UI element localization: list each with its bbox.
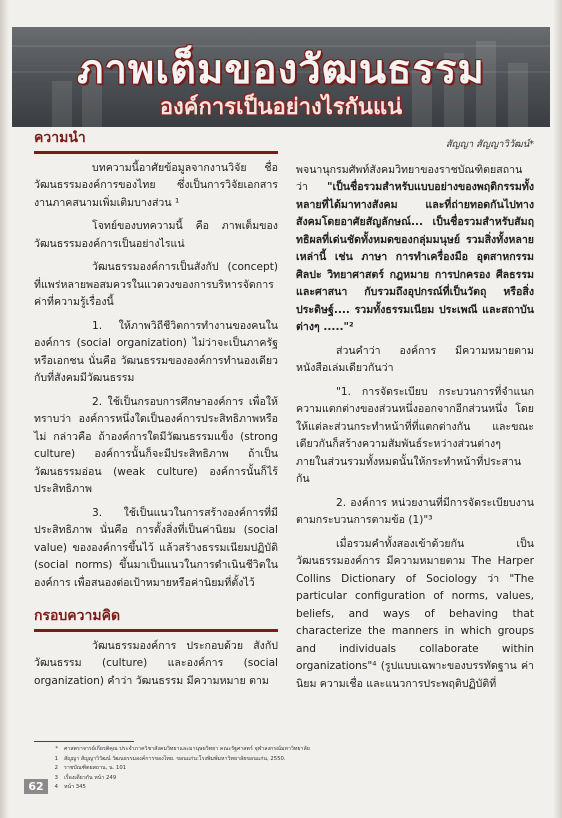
paragraph-text: พจนานุกรมศัพท์สังคมวิทยาของราชบัณฑิตยสถาน ว่า [296, 163, 523, 193]
paragraph: วัฒนธรรมองค์การเป็นสังกัป (concept) ที่แพร่หลายพอสมควรในแวดวงของการบริหารจัดการ ค่าที่ความรู้เรื่องนี้ [34, 261, 278, 308]
left-column [34, 130, 278, 690]
paragraph: 1. ให้ภาพวิถีชีวิตการทำงานของคนในองค์การ (social organization) ไม่ว่าจะเป็นภาครัฐหรือเอกชน นั่นคือ วัฒนธรรมขององค์การทำนองเดียวกับที่สังคมมีวัฒนธรรม [34, 319, 278, 384]
footnote [50, 764, 520, 774]
section-heading-framework: กรอบความคิด [34, 608, 278, 632]
section-heading-intro: ความนำ [34, 130, 278, 154]
paragraph: ส่วนคำว่า องค์การ มีความหมายตามหนังสือเล่มเดียวกันว่า [296, 344, 534, 374]
article-title: ภาพเต็มของวัฒนธรรม [77, 47, 485, 93]
footnote-text: สัญญา สัญญาวิวัฒน์ วัฒนธรรมองค์การของไทย. ขอนแก่น:โรงพิมพ์มหาวิทยาลัยขอนแก่น, 2550. [64, 755, 286, 762]
paragraph: บทความนี้อาศัยข้อมูลจากงานวิจัย ชื่อ วัฒนธรรมองค์การของไทย ซึ่งเป็นการวิจัยเอกสารงานภาคสนามเพิ่มเติมบางส่วน ¹ [34, 161, 278, 209]
paragraph: วัฒนธรรมองค์การ ประกอบด้วย สังกัปวัฒนธรรม (culture) และองค์การ (social organization) คำว่า วัฒนธรรม มีความหมาย ตาม [34, 639, 278, 687]
footnote-number: 2 [54, 765, 58, 771]
page-edge-left [0, 0, 9, 818]
footnote-text: หน้า 345 [64, 784, 86, 790]
paragraph [296, 162, 534, 337]
footnote [50, 774, 520, 784]
footnote [50, 745, 520, 755]
footnote-text: ศาสตราจารย์เกียรติคุณ ประจำภาควิชาสังคมวิทยาและมานุษยวิทยา คณะรัฐศาสตร์ จุฬาลงกรณ์มหาวิทยาลัย [64, 746, 310, 752]
paragraph: โจทย์ของบทความนี้ คือ ภาพเต็มของวัฒนธรรมองค์การเป็นอย่างไรแน่ [34, 220, 278, 250]
page-number: 62 [24, 779, 48, 794]
footnote-text: เรื่องเดียวกัน หน้า 249 [64, 774, 117, 781]
footnote-divider [34, 741, 134, 742]
author-byline: สัญญา สัญญาวิวัฒน์* [445, 139, 534, 150]
page-edge-right [553, 0, 562, 818]
title-banner [12, 27, 550, 127]
right-column [296, 130, 534, 693]
footnote [50, 755, 520, 765]
article-subtitle: องค์การเป็นอย่างไรกันแน่ [159, 95, 403, 120]
quoted-definition: "เป็นชื่อรวมสำหรับแบบอย่างของพฤติกรรมทั้งหลายที่ได้มาทางสังคม และที่ถ่ายทอดกันไปทางสังคมโดยอาศัยสัญลักษณ์... เป็นชื่อรวมสำหรับสัมฤทธิผลที่เด่นชัดทั้งหมดของกลุ่มมนุษย์ รวมสิ่งทั้งหลายเหล่านี้ เช่น ภาษา การทำเครื่องมือ อุตสาหกรรม ศิลปะ วิทยาศาสตร์ กฎหมาย การปกครอง ศีลธรรมและศาสนา กับรวมถึงอุปกรณ์ที่เป็นวัตถุ หรือสิ่งประดิษฐ์.... รวมทั้งธรรมเนียม ประเพณี และสถาบันต่างๆ ....."² [296, 181, 534, 333]
paragraph: 2. ใช้เป็นกรอบการศึกษาองค์การ เพื่อให้ทราบว่า องค์การหนึ่งใดเป็นองค์การประสิทธิภาพหรือไม่ กล่าวคือ ถ้าองค์การใดมีวัฒนธรรมแข็ง (strong culture) องค์การนั้นก็จะมีประสิทธิภาพ ถ้าเป็นวัฒนธรรมอ่อน (weak culture) องค์การนั้นก็ไร้ประสิทธิภาพ [34, 395, 278, 495]
footnote-number: 1 [54, 755, 58, 762]
paragraph: 3. ใช้เป็นแนวในการสร้างองค์การที่มีประสิทธิภาพ นั่นคือ การตั้งสิ่งที่เป็นค่านิยม (social value) ขององค์การขึ้นไว้ แล้วสร้างธรรมเนียมปฏิบัติ (social norms) ขึ้นมาเป็นแนวในการดำเนินชีวิตในองค์การ เพื่อสนองต่อเป้าหมายหรือค่านิยมที่ตั้งไว้ [34, 506, 278, 589]
footnotes [50, 745, 520, 793]
paragraph: "1. การจัดระเบียบ กระบวนการที่จำแนกความแตกต่างของส่วนหนึ่งออกจากอีกส่วนหนึ่ง โดยให้แต่ละส่วนกระทำหน้าที่ที่แตกต่างกัน และขณะเดียวกันก็สร้างความสัมพันธ์ระหว่างส่วนต่างๆ ภายในส่วนรวมทั้งหมดนั้นให้กระทำหน้าที่ประสานกัน [296, 385, 534, 485]
footnote-number: * [55, 746, 58, 752]
paragraph: เมื่อรวมคำทั้งสองเข้าด้วยกัน เป็น วัฒนธรรมองค์การ มีความหมายตาม The Harper Collins Dictionary of Sociology ว่า "The particular configuration of norms, values, beliefs, and ways of behaving that characterize the manners in which groups and individuals collaborate within organizations"⁴ (รูปแบบเฉพาะของบรรทัดฐาน ค่านิยม ความเชื่อ และแนวการประพฤติปฏิบัติที่ [296, 537, 534, 690]
footnote-number: 3 [54, 774, 58, 781]
paragraph: 2. องค์การ หน่วยงานที่มีการจัดระเบียบงานตามกระบวนการตามข้อ (1)"³ [296, 496, 534, 526]
footnote-text: ราชบัณฑิตยสถาน, น. 101 [64, 765, 127, 771]
footnote [50, 783, 520, 793]
footnote-number: 4 [54, 784, 58, 790]
